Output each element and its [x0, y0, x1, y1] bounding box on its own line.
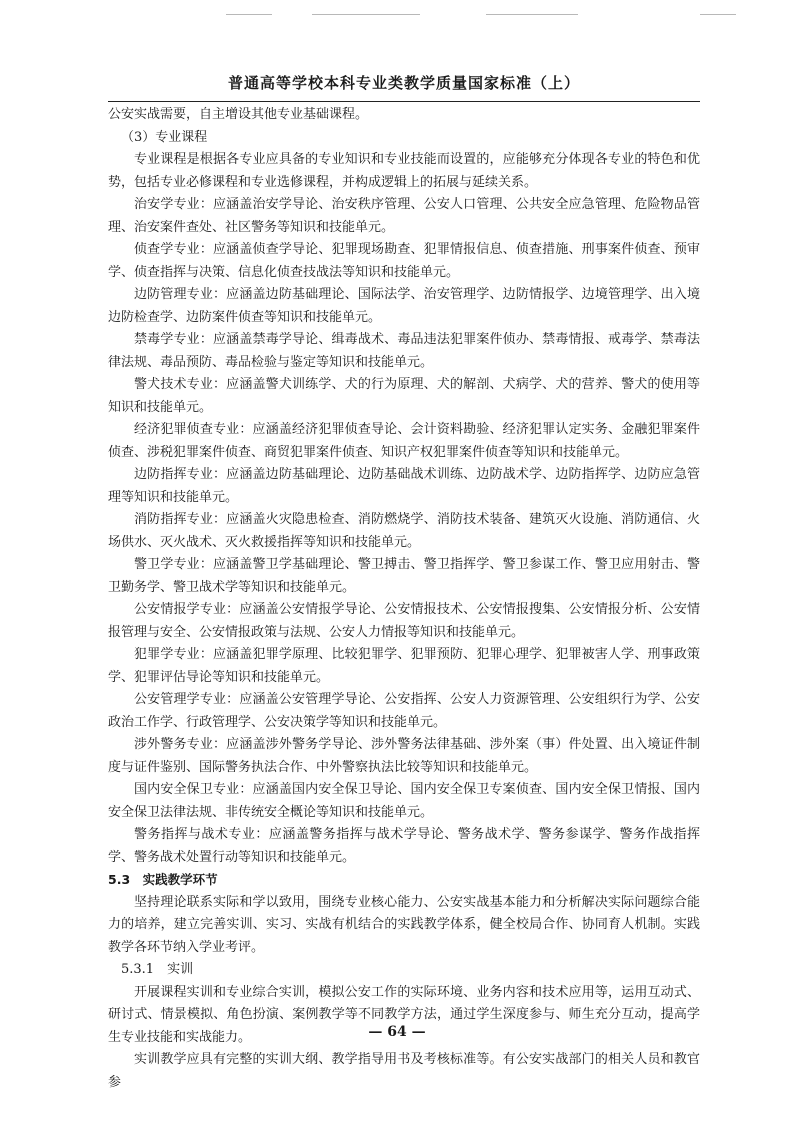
- subsection-heading-training: 5.3.1 实训: [121, 962, 194, 977]
- paragraph-fire-command: 消防指挥专业：应涵盖火灾隐患检查、消防燃烧学、消防技术装备、建筑灭火设施、消防通信、火场供水、灭火战术、灭火救援指挥等知识和技能单元。: [108, 512, 700, 550]
- section-heading-practice: 5.3 实践教学环节: [108, 872, 218, 887]
- scan-artifact: [312, 14, 420, 15]
- paragraph-training-materials: 实训教学应具有完整的实训大纲、教学指导用书及考核标准等。有公安实战部门的相关人员和教官参: [108, 1052, 700, 1090]
- paragraph-economic-crime: 经济犯罪侦查专业：应涵盖经济犯罪侦查导论、会计资料勘验、经济犯罪认定实务、金融犯罪案件侦查、涉税犯罪案件侦查、商贸犯罪案件侦查、知识产权犯罪案件侦查等知识和技能单元。: [108, 422, 700, 460]
- subsection-heading-major-courses: （3）专业课程: [121, 129, 208, 145]
- paragraph-border-management: 边防管理专业：应涵盖边防基础理论、国际法学、治安管理学、边防情报学、边境管理学、出入境边防检查学、边防案件侦查等知识和技能单元。: [108, 287, 700, 325]
- scan-artifact: [486, 14, 578, 15]
- scan-artifact: [700, 14, 736, 15]
- paragraph-investigation: 侦查学专业：应涵盖侦查学导论、犯罪现场勘查、犯罪情报信息、侦查措施、刑事案件侦查、预审学、侦查指挥与决策、信息化侦查技战法等知识和技能单元。: [108, 242, 700, 280]
- paragraph-practice-intro: 坚持理论联系实际和学以致用，围绕专业核心能力、公安实战基本能力和分析解决实际问题综合能力的培养，建立完善实训、实习、实战有机结合的实践教学体系，健全校局合作、协同育人机制。实践教学各环节纳入学业考评。: [108, 894, 700, 955]
- paragraph-border-command: 边防指挥专业：应涵盖边防基础理论、边防基础战术训练、边防战术学、边防指挥学、边防应急管理等知识和技能单元。: [108, 467, 700, 505]
- paragraph-continuation: 公安实战需要，自主增设其他专业基础课程。: [108, 107, 369, 122]
- paragraph-security-guard: 警卫学专业：应涵盖警卫学基础理论、警卫搏击、警卫指挥学、警卫参谋工作、警卫应用射击、警卫勤务学、警卫战术学等知识和技能单元。: [108, 557, 700, 595]
- paragraph-police-management: 公安管理学专业：应涵盖公安管理学导论、公安指挥、公安人力资源管理、公安组织行为学、公安政治工作学、行政管理学、公安决策学等知识和技能单元。: [108, 692, 700, 730]
- paragraph-foreign-policing: 涉外警务专业：应涵盖涉外警务学导论、涉外警务法律基础、涉外案（事）件处置、出入境证件制度与证件鉴别、国际警务执法合作、中外警察执法比较等知识和技能单元。: [108, 737, 700, 775]
- running-header: 普通高等学校本科专业类教学质量国家标准（上）: [108, 72, 700, 102]
- paragraph-public-order: 治安学专业：应涵盖治安学导论、治安秩序管理、公安人口管理、公共安全应急管理、危险物品管理、治安案件查处、社区警务等知识和技能单元。: [108, 197, 700, 235]
- paragraph-narcotics: 禁毒学专业：应涵盖禁毒学导论、缉毒战术、毒品违法犯罪案件侦办、禁毒情报、戒毒学、禁毒法律法规、毒品预防、毒品检验与鉴定等知识和技能单元。: [108, 332, 700, 370]
- scan-artifact: [226, 14, 272, 15]
- paragraph-police-dog: 警犬技术专业：应涵盖警犬训练学、犬的行为原理、犬的解剖、犬病学、犬的营养、警犬的使用等知识和技能单元。: [108, 377, 700, 415]
- paragraph-major-courses-intro: 专业课程是根据各专业应具备的专业知识和专业技能而设置的，应能够充分体现各专业的特色和优势，包括专业必修课程和专业选修课程，并构成逻辑上的拓展与延续关系。: [108, 152, 700, 190]
- document-body: [108, 104, 700, 1094]
- paragraph-criminology: 犯罪学专业：应涵盖犯罪学原理、比较犯罪学、犯罪预防、犯罪心理学、犯罪被害人学、刑事政策学、犯罪评估导论等知识和技能单元。: [108, 647, 700, 685]
- paragraph-police-command-tactics: 警务指挥与战术专业：应涵盖警务指挥与战术学导论、警务战术学、警务参谋学、警务作战指挥学、警务战术处置行动等知识和技能单元。: [108, 827, 700, 865]
- page-number: — 64 —: [368, 1024, 426, 1040]
- paragraph-domestic-security: 国内安全保卫专业：应涵盖国内安全保卫导论、国内安全保卫专案侦查、国内安全保卫情报、国内安全保卫法律法规、非传统安全概论等知识和技能单元。: [108, 782, 700, 820]
- paragraph-intelligence: 公安情报学专业：应涵盖公安情报学导论、公安情报技术、公安情报搜集、公安情报分析、公安情报管理与安全、公安情报政策与法规、公安人力情报等知识和技能单元。: [108, 602, 700, 640]
- paragraph-training: 开展课程实训和专业综合实训，模拟公安工作的实际环境、业务内容和技术应用等，运用互动式、研讨式、情景模拟、角色扮演、案例教学等不同教学方法，通过学生深度参与、师生充分互动，提高学生专业技能和实战能力。: [108, 984, 700, 1045]
